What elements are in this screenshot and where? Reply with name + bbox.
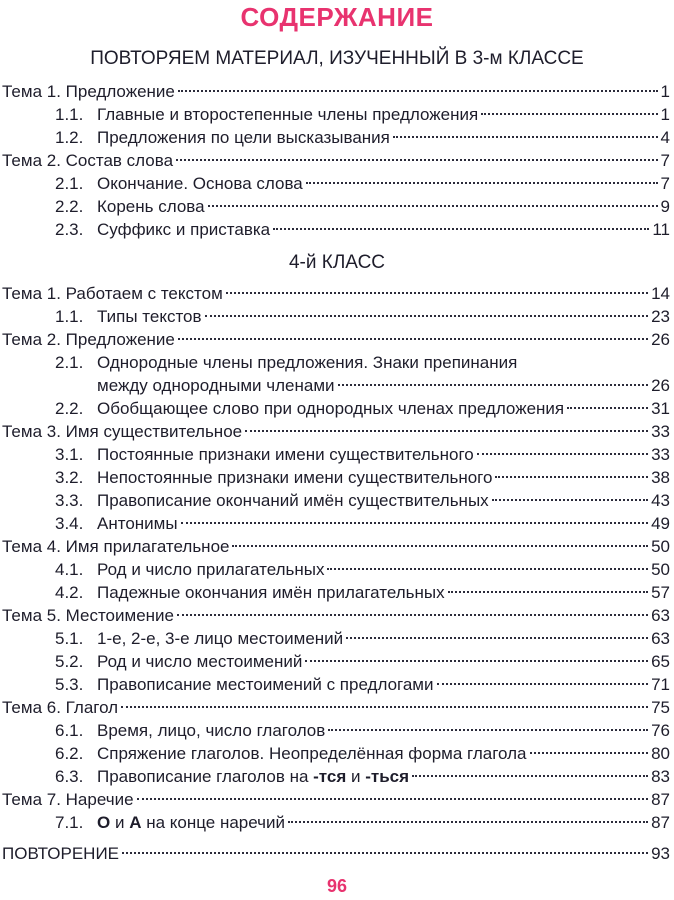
- toc-page-number: 87: [651, 813, 670, 832]
- toc-entry-number: 2.1.: [55, 353, 84, 372]
- toc-entry-title: Однородные члены предложения. Знаки препинания: [97, 353, 518, 372]
- dot-leader: [437, 683, 649, 685]
- toc-entry-topic[interactable]: [2, 788, 670, 812]
- toc-page-number: 65: [651, 652, 670, 671]
- dot-leader: [205, 315, 649, 317]
- toc-entry-topic[interactable]: [2, 328, 670, 352]
- dot-leader: [181, 522, 649, 524]
- toc-entry-topic[interactable]: [2, 420, 670, 444]
- toc-entry-subtopic[interactable]: [55, 305, 670, 329]
- toc-page-number: 14: [651, 284, 670, 303]
- toc-entry-title: Падежные окончания имён прилагательных: [97, 583, 445, 602]
- letter-o: О: [97, 813, 111, 832]
- toc-entry-number: 6.3.: [55, 767, 84, 786]
- toc-entry-title: Тема 5. Местоимение: [2, 606, 174, 625]
- toc-entry-number: 1.2.: [55, 128, 84, 147]
- toc-entry-subtopic[interactable]: [55, 172, 670, 196]
- dot-leader: [177, 614, 648, 616]
- dot-leader: [208, 205, 658, 207]
- dot-leader: [338, 384, 649, 386]
- toc-entry-title-part: Правописание глаголов на: [97, 767, 314, 786]
- dot-leader: [122, 852, 648, 854]
- toc-entry-number: 3.1.: [55, 445, 84, 464]
- toc-entry-title: Тема 1. Предложение: [2, 82, 175, 101]
- dot-leader: [178, 338, 648, 340]
- toc-entry-number: 3.2.: [55, 468, 84, 487]
- suffix-tsya-soft: -ться: [365, 767, 410, 786]
- dot-leader: [346, 637, 648, 639]
- toc-entry-topic[interactable]: [2, 842, 670, 866]
- suffix-tsya: -тся: [313, 767, 347, 786]
- toc-entry-subtopic[interactable]: [55, 489, 670, 513]
- toc-page-number: 71: [651, 675, 670, 694]
- toc-entry-subtopic[interactable]: [55, 765, 670, 789]
- toc-entry-subtopic[interactable]: [55, 443, 670, 467]
- toc-page-number: 33: [651, 422, 670, 441]
- dot-leader: [327, 568, 648, 570]
- toc-entry-subtopic[interactable]: [55, 719, 670, 743]
- letter-a: А: [129, 813, 142, 832]
- toc-entry-subtopic[interactable]: [55, 581, 670, 605]
- dot-leader: [481, 113, 657, 115]
- toc-entry-subtopic[interactable]: [55, 218, 670, 242]
- dot-leader: [492, 499, 648, 501]
- toc-entry-number: 3.4.: [55, 514, 84, 533]
- toc-page-number: 50: [651, 537, 670, 556]
- page-title: [0, 0, 674, 34]
- toc-entry-topic[interactable]: [2, 696, 670, 720]
- toc-entry-title: Антонимы: [97, 514, 178, 533]
- toc-entry-title: Род и число местоимений: [97, 652, 303, 671]
- toc-page-number: 50: [651, 560, 670, 579]
- toc-page-number: 93: [651, 844, 670, 863]
- toc-entry-title: Тема 7. Наречие: [2, 790, 134, 809]
- toc-entry-title: Род и число прилагательных: [97, 560, 325, 579]
- toc-entry-title: Спряжение глаголов. Неопределённая форма глагола: [97, 744, 527, 763]
- dot-leader: [245, 430, 648, 432]
- toc-entry-subtopic[interactable]: [55, 742, 670, 766]
- toc-page-number: 63: [651, 629, 670, 648]
- dot-leader: [448, 591, 648, 593]
- toc-page-number: 43: [651, 491, 670, 510]
- toc-entry-subtopic[interactable]: [55, 397, 670, 421]
- dot-leader: [273, 228, 649, 230]
- dot-leader: [495, 476, 648, 478]
- toc-entry-number: 4.2.: [55, 583, 84, 602]
- toc-entry-title: Постоянные признаки имени существительного: [97, 445, 474, 464]
- toc-entry-title-part: и: [346, 767, 366, 786]
- dot-leader: [305, 660, 648, 662]
- dot-leader: [178, 90, 658, 92]
- toc-entry-title: Предложения по цели высказывания: [97, 128, 390, 147]
- toc-entry-title: Время, лицо, число глаголов: [97, 721, 326, 740]
- toc-entry-topic[interactable]: [2, 282, 670, 306]
- toc-page-number: 9: [660, 197, 670, 216]
- toc-page-number: 7: [660, 174, 670, 193]
- toc-entry-title: ПОВТОРЕНИЕ: [2, 844, 119, 863]
- toc-entry-title: Окончание. Основа слова: [97, 174, 303, 193]
- toc-entry-number: 2.1.: [55, 174, 84, 193]
- toc-entry-title: 1-е, 2-е, 3-е лицо местоимений: [97, 629, 344, 648]
- toc-entry-title: Непостоянные признаки имени существительного: [97, 468, 493, 487]
- dot-leader: [393, 136, 658, 138]
- toc-entry-topic[interactable]: [2, 149, 670, 173]
- toc-entry-title: Суффикс и приставка: [97, 220, 271, 239]
- toc-entry-subtopic[interactable]: [55, 650, 670, 674]
- toc-entry-number: 5.3.: [55, 675, 84, 694]
- toc-entry-title: Тема 2. Предложение: [2, 330, 175, 349]
- toc-entry-number: 5.1.: [55, 629, 84, 648]
- dot-leader: [232, 545, 648, 547]
- toc-page-number: 1: [660, 105, 670, 124]
- toc-entry-subtopic[interactable]: [55, 126, 670, 150]
- toc-page-number: 11: [652, 220, 670, 239]
- toc-entry-topic[interactable]: [2, 80, 670, 104]
- toc-entry-number: 3.3.: [55, 491, 84, 510]
- dot-leader: [328, 729, 648, 731]
- toc-entry-number: 1.1.: [55, 105, 84, 124]
- toc-entry-title: Тема 6. Глагол: [2, 698, 119, 717]
- toc-page-number: 63: [651, 606, 670, 625]
- toc-entry-number: 2.3.: [55, 220, 84, 239]
- toc-page-number: 87: [651, 790, 670, 809]
- dot-leader: [226, 292, 648, 294]
- toc-entry-title: Тема 2. Состав слова: [2, 151, 174, 170]
- toc-entry-title: Правописание окончаний имён существительных: [97, 491, 489, 510]
- toc-page-number: 26: [651, 376, 670, 395]
- section-heading-review: ПОВТОРЯЕМ МАТЕРИАЛ, ИЗУЧЕННЫЙ В 3-м КЛАССЕ: [90, 48, 584, 69]
- section-heading-grade4: 4-й КЛАСС: [288, 252, 386, 273]
- dot-leader: [176, 159, 657, 161]
- toc-page-number: 4: [660, 128, 670, 147]
- toc-page-number: 76: [651, 721, 670, 740]
- dot-leader: [530, 752, 649, 754]
- page-title-text: СОДЕРЖАНИЕ: [235, 2, 440, 32]
- toc-page-number: 33: [651, 445, 670, 464]
- toc-page-number: 83: [651, 767, 670, 786]
- toc-entry-number: 1.1.: [55, 307, 84, 326]
- toc-entry-number: 6.1.: [55, 721, 84, 740]
- toc-entry-title: Корень слова: [97, 197, 205, 216]
- dot-leader: [288, 821, 648, 823]
- toc-entry-number: 4.1.: [55, 560, 84, 579]
- toc-entry-number: 2.2.: [55, 399, 84, 418]
- toc-entry-title-part: и: [110, 813, 130, 832]
- toc-page-number: 23: [651, 307, 670, 326]
- dot-leader: [121, 706, 648, 708]
- toc-page-number: 75: [651, 698, 670, 717]
- toc-entry-title: Тема 3. Имя существительное: [2, 422, 243, 441]
- toc-entry-title: Тема 1. Работаем с текстом: [2, 284, 223, 303]
- toc-entry-title: Правописание местоимений с предлогами: [97, 675, 434, 694]
- toc-entry-subtopic[interactable]: [55, 627, 670, 651]
- toc-entry-title-continued: между однородными членами: [97, 376, 335, 395]
- dot-leader: [306, 182, 658, 184]
- toc-entry-topic[interactable]: [2, 604, 670, 628]
- toc-page-number: 38: [651, 468, 670, 487]
- toc-entry-subtopic[interactable]: [55, 512, 670, 536]
- toc-entry-title: Главные и второстепенные члены предложения: [97, 105, 479, 124]
- toc-entry-subtopic[interactable]: [55, 466, 670, 490]
- toc-page-number: 31: [651, 399, 670, 418]
- toc-page-number: 26: [651, 330, 670, 349]
- dot-leader: [567, 407, 648, 409]
- page-number: 96: [326, 876, 348, 896]
- toc-entry-title: Обобщающее слово при однородных членах предложения: [97, 399, 565, 418]
- toc-entry-subtopic[interactable]: [55, 103, 670, 127]
- toc-entry-title: Типы текстов: [97, 307, 202, 326]
- toc-entry-title: [97, 811, 285, 835]
- toc-entry-subtopic[interactable]: [55, 673, 670, 697]
- toc-entry-title-part: на конце наречий: [141, 813, 285, 832]
- toc-entry-topic[interactable]: [2, 535, 670, 559]
- dot-leader: [137, 798, 649, 800]
- toc-entry-number: 7.1.: [55, 813, 84, 832]
- toc-entry-number: 2.2.: [55, 197, 84, 216]
- toc-page-number: 1: [660, 82, 670, 101]
- toc-entry-subtopic[interactable]: [55, 195, 670, 219]
- toc-entry-subtopic[interactable]: [55, 558, 670, 582]
- dot-leader: [412, 775, 648, 777]
- toc-entry-title: [97, 765, 409, 789]
- toc-entry-number: 5.2.: [55, 652, 84, 671]
- toc-entry-subtopic-line1[interactable]: [55, 351, 517, 375]
- toc-page-number: 49: [651, 514, 670, 533]
- dot-leader: [477, 453, 648, 455]
- toc-entry-subtopic[interactable]: [55, 811, 670, 835]
- toc-page-number: 7: [660, 151, 670, 170]
- toc-entry-title: Тема 4. Имя прилагательное: [2, 537, 230, 556]
- toc-entry-subtopic-line2[interactable]: [97, 374, 670, 398]
- toc-page-number: 57: [651, 583, 670, 602]
- toc-entry-number: 6.2.: [55, 744, 84, 763]
- toc-page-number: 80: [651, 744, 670, 763]
